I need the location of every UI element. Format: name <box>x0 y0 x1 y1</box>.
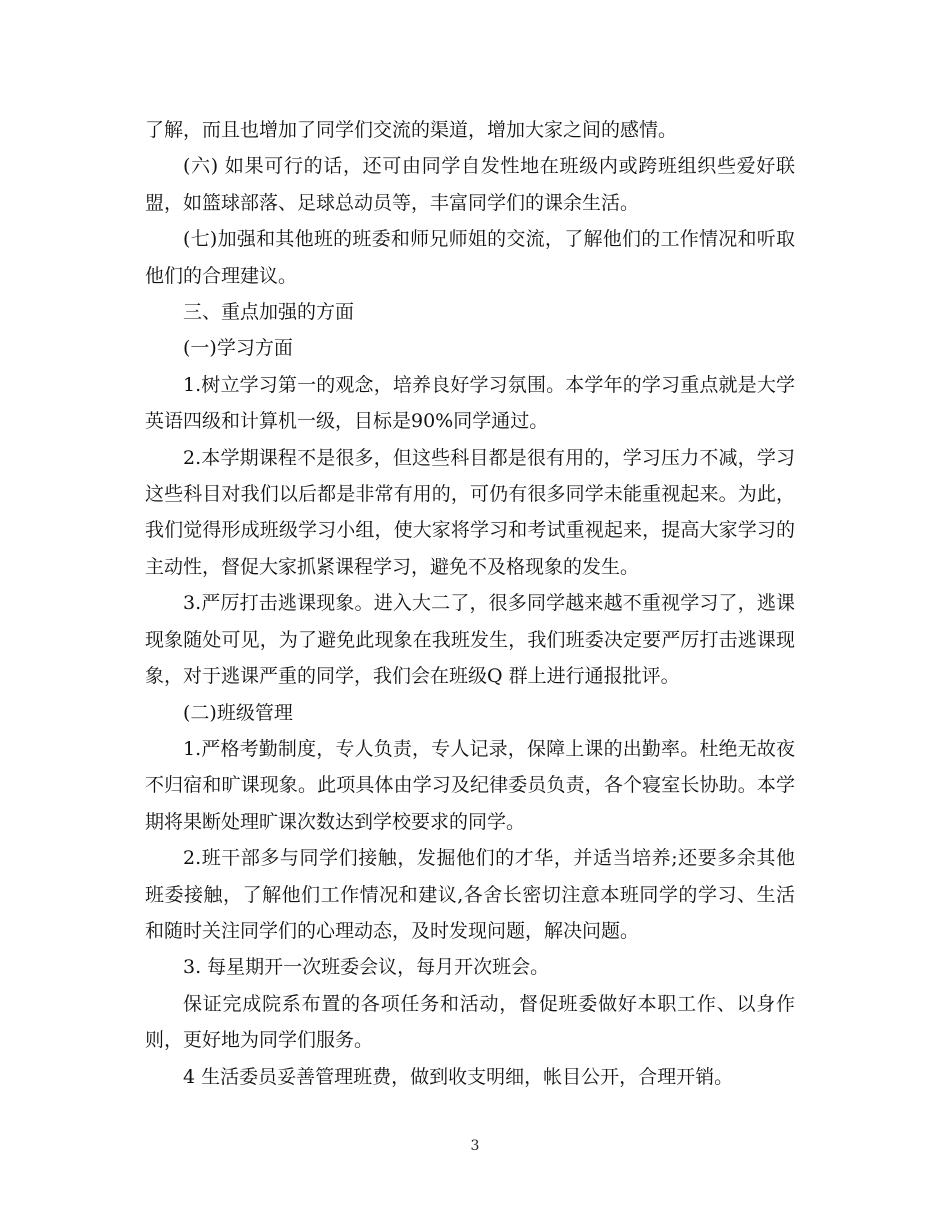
subsection-heading: (一)学习方面 <box>183 337 293 360</box>
paragraph: (七)加强和其他班的班委和师兄师姐的交流，了解他们的工作情况和听取 他们的合理建议。 <box>145 228 795 287</box>
paragraph: 2.班干部多与同学们接触，发掘他们的才华，并适当培养;还要多余其他班委接触，了解他们工作情况和建议,各舍长密切注意本班同学的学习、生活和随时关注同学们的心理动态，及时发现问题，解决问题。 <box>145 847 795 942</box>
paragraph: 1.严格考勤制度，专人负责，专人记录，保障上课的出勤率。杜绝无故夜不归宿和旷课现象。此项具体由学习及纪律委员负责，各个寝室长协助。本学期将果断处理旷课次数达到学校要求的同学。 <box>145 737 795 833</box>
page-number: 3 <box>470 1138 480 1154</box>
paragraph: 4 生活委员妥善管理班费，做到收支明细，帐目公开，合理开销。 <box>183 1065 734 1088</box>
paragraph: 3. 每星期开一次班委会议，每月开次班会。 <box>183 956 550 979</box>
paragraph: 1.树立学习第一的观念，培养良好学习氛围。本学年的学习重点就是大学英语四级和计算机一级，目标是90%同学通过。 <box>145 373 795 433</box>
paragraph: 2.本学期课程不是很多，但这些科目都是很有用的，学习压力不减，学习这些科目对我们以后都是非常有用的，可仍有很多同学未能重视起来。为此，我们觉得形成班级学习小组，使大家将学习和考试重视起来，提高大家学习的主动性，督促大家抓紧课程学习，避免不及格现象的发生。 <box>145 446 795 578</box>
paragraph: 保证完成院系布置的各项任务和活动，督促班委做好本职工作、以身作则，更好地为同学们服务。 <box>145 992 795 1052</box>
paragraph: (六) 如果可行的话，还可由同学自发性地在班级内或跨班组织些爱好联盟，如篮球部落、足球总动员等，丰富同学们的课余生活。 <box>145 155 795 214</box>
section-heading: 三、重点加强的方面 <box>183 301 355 324</box>
paragraph: 3.严厉打击逃课现象。进入大二了，很多同学越来越不重视学习了，逃课现象随处可见，为了避免此现象在我班发生，我们班委决定要严厉打击逃课现象，对于逃课严重的同学，我们会在班级Q 群上进行通报批评。 <box>145 592 795 688</box>
document-body <box>145 112 795 1095</box>
subsection-heading: (二)班级管理 <box>183 701 293 724</box>
paragraph: 了解，而且也增加了同学们交流的渠道，增加大家之间的感情。 <box>145 119 678 141</box>
